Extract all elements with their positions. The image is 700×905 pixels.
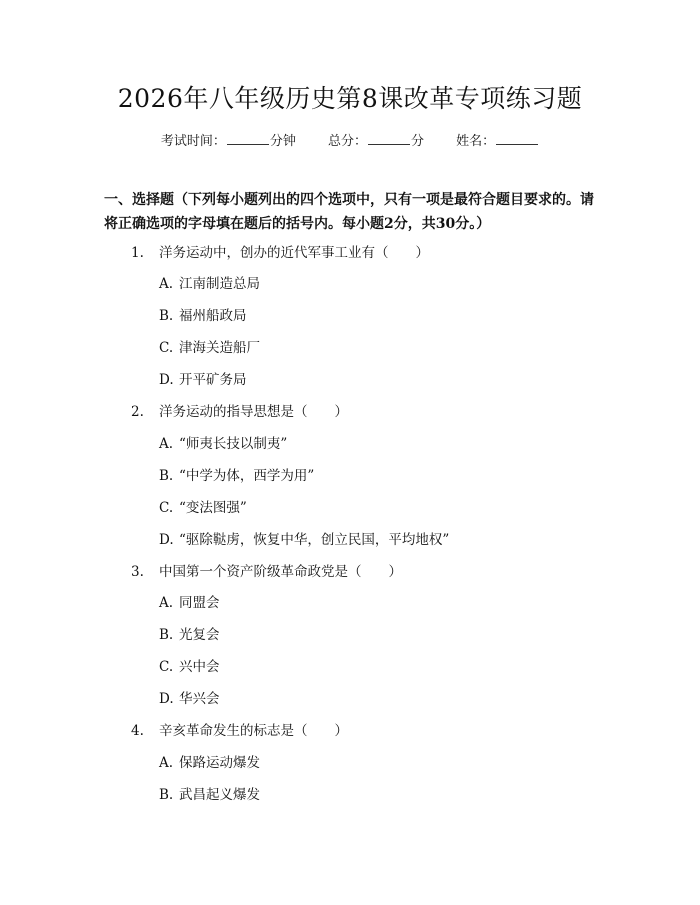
time-unit: 分钟 [269,134,296,149]
question-text: 洋务运动中，创办的近代军事工业有（ ） [159,245,429,261]
question-4-option-b [159,785,260,805]
option-text: “驱除鞑虏，恢复中华，创立民国，平均地权” [179,532,450,548]
question-number: 1. [131,245,144,261]
option-letter: B. [159,308,174,324]
question-number: 3. [131,564,144,580]
name-label: 姓名： [456,134,496,149]
name-blank [496,132,538,145]
option-letter: C. [159,659,174,675]
question-1-option-a [159,274,260,294]
option-letter: A. [159,595,174,611]
question-3-option-c [159,657,220,677]
option-text: 华兴会 [179,691,220,707]
score-blank [368,132,410,145]
score-unit: 分 [411,134,425,149]
option-letter: D. [159,532,174,548]
question-text: 辛亥革命发生的标志是（ ） [159,723,348,739]
section-header: 一、选择题（下列每小题列出的四个选项中，只有一项是最符合题目要求的。请将正确选项的字母填在题后的括号内。每小题2分，共30分。） [104,192,594,232]
question-4 [131,721,348,741]
question-2-option-b [159,466,314,486]
score-label: 总分： [327,134,367,149]
option-text: “中学为体，西学为用” [179,468,315,484]
question-text: 洋务运动的指导思想是（ ） [159,404,348,420]
student-name-field [456,132,539,151]
option-text: 福州船政局 [179,308,247,324]
option-letter: A. [159,276,174,292]
option-letter: B. [159,787,174,803]
time-blank [227,132,269,145]
option-text: 同盟会 [179,595,220,611]
option-text: 津海关造船厂 [179,340,260,356]
option-text: 江南制造总局 [179,276,260,292]
option-text: “师夷长技以制夷” [179,436,288,452]
option-letter: D. [159,372,174,388]
option-text: 开平矿务局 [179,372,247,388]
total-score-field [328,132,424,151]
question-1-option-b [159,306,247,326]
question-3 [131,562,402,582]
exam-meta-row [0,132,700,151]
question-1 [131,243,429,263]
question-2 [131,402,348,422]
question-2-option-d [159,530,449,550]
option-letter: A. [159,755,174,771]
option-text: 兴中会 [179,659,220,675]
question-3-option-d [159,689,220,709]
question-4-option-a [159,753,260,773]
time-label: 考试时间： [160,134,226,149]
option-text: 武昌起义爆发 [179,787,260,803]
option-letter: B. [159,627,174,643]
option-letter: D. [159,691,174,707]
option-letter: B. [159,468,174,484]
question-number: 2. [131,404,144,420]
option-letter: C. [159,500,174,516]
option-text: 光复会 [179,627,220,643]
exam-time-field [161,132,296,151]
option-letter: C. [159,340,174,356]
question-3-option-b [159,625,220,645]
question-2-option-a [159,434,287,454]
question-3-option-a [159,593,220,613]
page-title: 2026年八年级历史第8课改革专项练习题 [117,84,583,113]
question-text: 中国第一个资产阶级革命政党是（ ） [159,564,402,580]
question-1-option-d [159,370,247,390]
question-1-option-c [159,338,260,358]
option-text: 保路运动爆发 [179,755,260,771]
option-text: “变法图强” [179,500,247,516]
option-letter: A. [159,436,174,452]
question-number: 4. [131,723,144,739]
question-2-option-c [159,498,247,518]
